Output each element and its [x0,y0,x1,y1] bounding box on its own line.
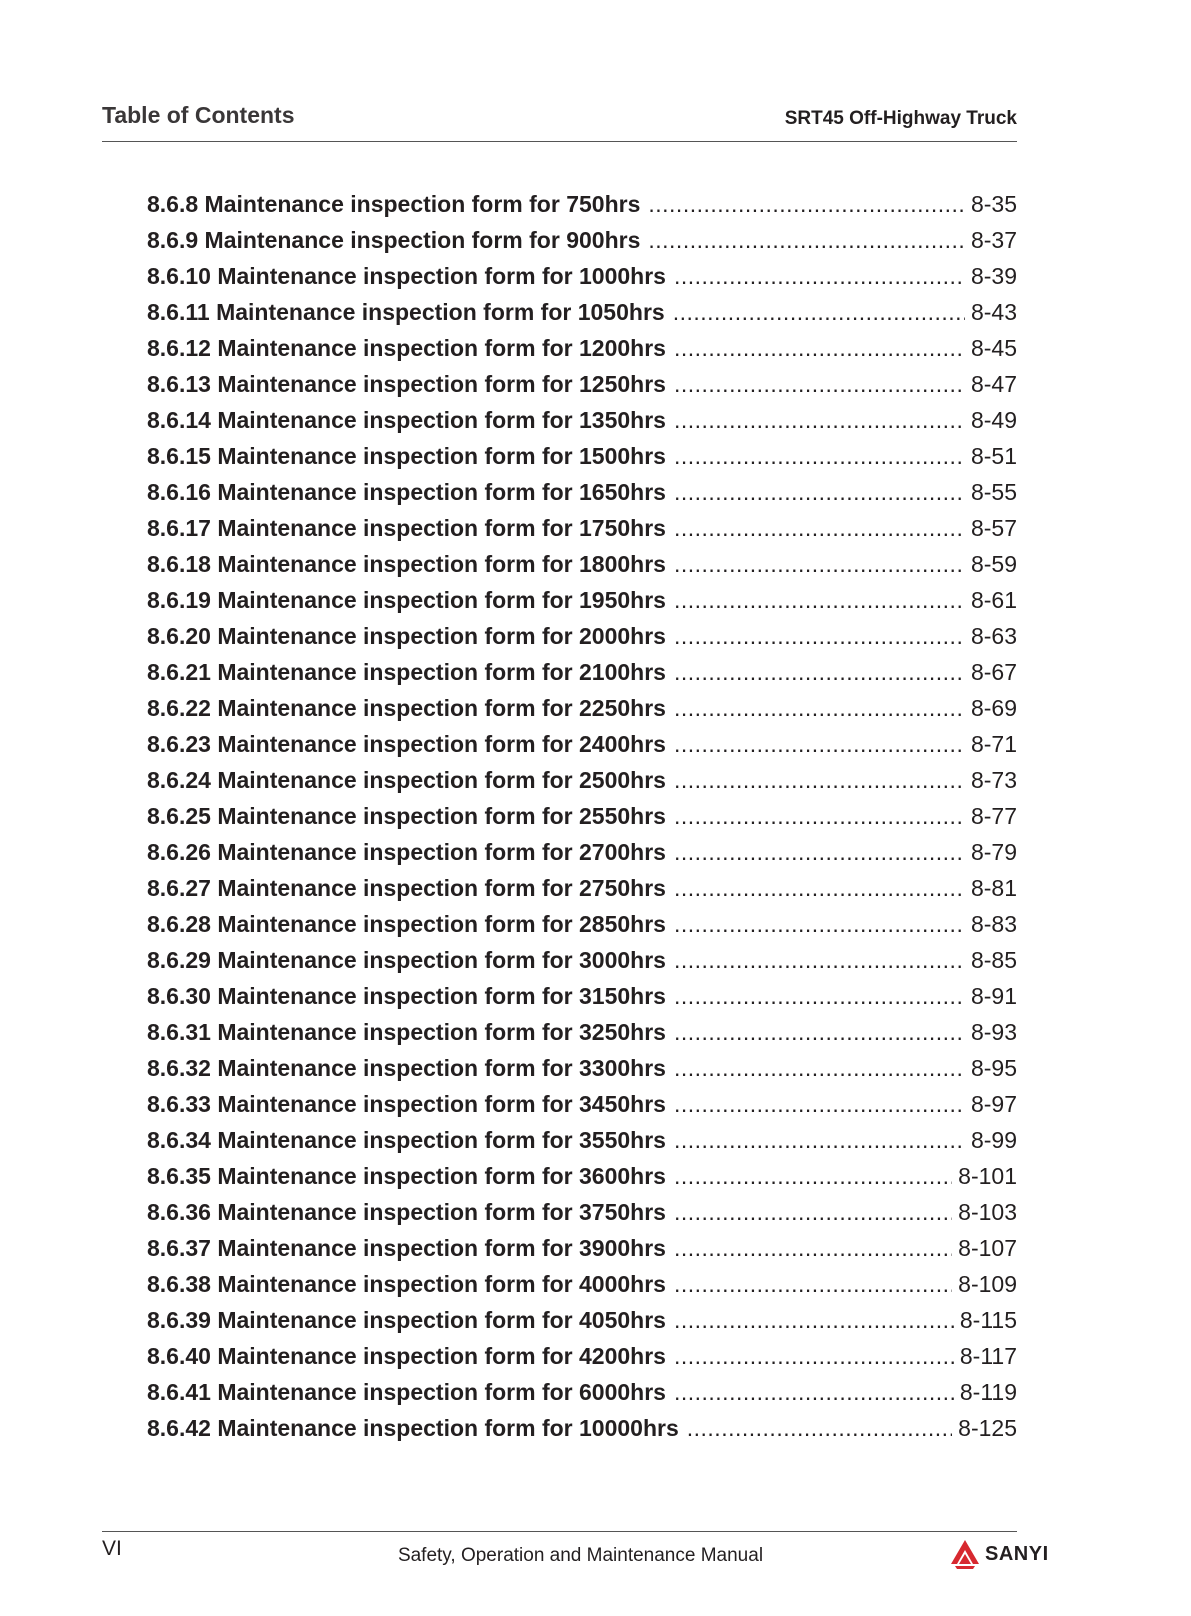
toc-leader-dots [648,222,965,258]
toc-leader-dots [674,582,965,618]
toc-leader-dots [674,618,965,654]
toc-leader-dots [674,366,965,402]
toc-entry-title: 8.6.27 Maintenance inspection form for 2750hrs [147,875,666,901]
page-title: Table of Contents [102,102,295,128]
toc-entry-title: 8.6.34 Maintenance inspection form for 3550hrs [147,1127,666,1153]
toc-entry[interactable] [147,1338,1017,1374]
toc-entry[interactable] [147,1302,1017,1338]
toc-entry-title: 8.6.35 Maintenance inspection form for 3600hrs [147,1163,666,1189]
toc-entry-page: 8-63 [970,623,1017,649]
toc-entry-page: 8-43 [970,299,1017,325]
toc-entry[interactable] [147,618,1017,654]
toc-entry-page: 8-57 [970,515,1017,541]
toc-entry-title: 8.6.24 Maintenance inspection form for 2500hrs [147,767,666,793]
toc-leader-dots [687,1410,952,1446]
toc-leader-dots [674,510,965,546]
toc-entry-title: 8.6.33 Maintenance inspection form for 3450hrs [147,1091,666,1117]
toc-entry-title: 8.6.31 Maintenance inspection form for 3250hrs [147,1019,666,1045]
toc-leader-dots [674,1338,954,1374]
toc-entry[interactable] [147,474,1017,510]
toc-leader-dots [674,330,965,366]
toc-entry-page: 8-93 [970,1019,1017,1045]
toc-leader-dots [673,294,965,330]
toc-entry[interactable] [147,294,1017,330]
toc-entry-page: 8-115 [959,1307,1017,1333]
toc-entry[interactable] [147,1050,1017,1086]
toc-entry[interactable] [147,1230,1017,1266]
header-divider [102,141,1017,142]
toc-entry-page: 8-35 [970,191,1017,217]
toc-entry-page: 8-55 [970,479,1017,505]
toc-entry-title: 8.6.8 Maintenance inspection form for 750hrs [147,191,641,217]
toc-entry[interactable] [147,258,1017,294]
toc-entry-title: 8.6.28 Maintenance inspection form for 2850hrs [147,911,666,937]
toc-entry[interactable] [147,546,1017,582]
toc-leader-dots [674,1014,965,1050]
toc-leader-dots [674,1230,952,1266]
toc-entry-title: 8.6.40 Maintenance inspection form for 4200hrs [147,1343,666,1369]
toc-entry-page: 8-61 [970,587,1017,613]
toc-entry-page: 8-97 [970,1091,1017,1117]
toc-leader-dots [674,1122,965,1158]
toc-entry[interactable] [147,1158,1017,1194]
toc-entry[interactable] [147,366,1017,402]
document-title: SRT45 Off-Highway Truck [784,108,1017,129]
toc-entry[interactable] [147,402,1017,438]
logo-text: SANYI [985,1542,1049,1565]
toc-entry-page: 8-109 [958,1271,1017,1297]
toc-leader-dots [674,834,965,870]
toc-entry-title: 8.6.39 Maintenance inspection form for 4050hrs [147,1307,666,1333]
toc-entry-page: 8-107 [958,1235,1017,1261]
toc-entry-title: 8.6.32 Maintenance inspection form for 3300hrs [147,1055,666,1081]
toc-leader-dots [648,186,965,222]
toc-entry-page: 8-101 [958,1163,1017,1189]
toc-entry[interactable] [147,330,1017,366]
toc-leader-dots [674,546,965,582]
toc-entry-page: 8-73 [970,767,1017,793]
toc-entry-title: 8.6.25 Maintenance inspection form for 2550hrs [147,803,666,829]
toc-entry-page: 8-37 [970,227,1017,253]
toc-leader-dots [674,942,965,978]
toc-leader-dots [674,906,965,942]
toc-leader-dots [674,1158,952,1194]
toc-entry[interactable] [147,1014,1017,1050]
toc-entry-title: 8.6.23 Maintenance inspection form for 2400hrs [147,731,666,757]
toc-entry-title: 8.6.22 Maintenance inspection form for 2250hrs [147,695,666,721]
toc-entry-title: 8.6.42 Maintenance inspection form for 10000hrs [147,1415,679,1441]
toc-entry[interactable] [147,1410,1017,1446]
toc-entry-page: 8-59 [970,551,1017,577]
toc-leader-dots [674,1302,954,1338]
toc-leader-dots [674,1194,952,1230]
toc-entry-title: 8.6.26 Maintenance inspection form for 2700hrs [147,839,666,865]
toc-entry-page: 8-39 [970,263,1017,289]
toc-entry[interactable] [147,798,1017,834]
toc-entry-page: 8-103 [958,1199,1017,1225]
toc-entry-title: 8.6.36 Maintenance inspection form for 3750hrs [147,1199,666,1225]
toc-entry-title: 8.6.20 Maintenance inspection form for 2000hrs [147,623,666,649]
toc-entry-page: 8-47 [970,371,1017,397]
toc-leader-dots [674,978,965,1014]
toc-entry-title: 8.6.37 Maintenance inspection form for 3900hrs [147,1235,666,1261]
toc-leader-dots [674,474,965,510]
toc-entry-title: 8.6.11 Maintenance inspection form for 1050hrs [147,299,665,325]
toc-leader-dots [674,726,965,762]
brand-logo [949,1537,1049,1571]
toc-entry[interactable] [147,1086,1017,1122]
toc-entry-title: 8.6.41 Maintenance inspection form for 6000hrs [147,1379,666,1405]
toc-entry[interactable] [147,834,1017,870]
toc-entry-page: 8-117 [959,1343,1017,1369]
toc-entry-title: 8.6.38 Maintenance inspection form for 4000hrs [147,1271,666,1297]
toc-entry-title: 8.6.29 Maintenance inspection form for 3000hrs [147,947,666,973]
toc-leader-dots [674,870,965,906]
toc-entry-page: 8-79 [970,839,1017,865]
toc-entry[interactable] [147,906,1017,942]
toc-entry-title: 8.6.14 Maintenance inspection form for 1350hrs [147,407,666,433]
toc-leader-dots [674,1086,965,1122]
toc-entry[interactable] [147,186,1017,222]
toc-entry[interactable] [147,222,1017,258]
toc-entry-page: 8-125 [958,1415,1017,1441]
toc-entry-page: 8-69 [970,695,1017,721]
toc-entry-page: 8-67 [970,659,1017,685]
footer-divider [102,1531,1017,1532]
toc-entry[interactable] [147,726,1017,762]
toc-entry[interactable] [147,1194,1017,1230]
toc-entry-title: 8.6.17 Maintenance inspection form for 1750hrs [147,515,666,541]
toc-entry[interactable] [147,582,1017,618]
toc-entry[interactable] [147,978,1017,1014]
toc-entry-page: 8-45 [970,335,1017,361]
toc-entry[interactable] [147,654,1017,690]
toc-leader-dots [674,1050,965,1086]
toc-leader-dots [674,1374,954,1410]
toc-leader-dots [674,654,965,690]
toc-entry-title: 8.6.19 Maintenance inspection form for 1950hrs [147,587,666,613]
toc-leader-dots [674,1266,952,1302]
page-number: VI [102,1537,122,1560]
toc-entry[interactable] [147,510,1017,546]
toc-entry-page: 8-119 [959,1379,1017,1405]
toc-entry-page: 8-51 [970,443,1017,469]
toc-entry[interactable] [147,942,1017,978]
toc-leader-dots [674,402,965,438]
toc-entry[interactable] [147,1266,1017,1302]
toc-entry[interactable] [147,438,1017,474]
toc-entry[interactable] [147,1374,1017,1410]
toc-entry-page: 8-71 [970,731,1017,757]
toc-entry-title: 8.6.18 Maintenance inspection form for 1800hrs [147,551,666,577]
toc-entry-page: 8-83 [970,911,1017,937]
toc-entry-title: 8.6.21 Maintenance inspection form for 2100hrs [147,659,666,685]
toc-entry-title: 8.6.9 Maintenance inspection form for 900hrs [147,227,641,253]
toc-entry-title: 8.6.30 Maintenance inspection form for 3150hrs [147,983,666,1009]
toc-entry-page: 8-81 [970,875,1017,901]
toc-entry-page: 8-85 [970,947,1017,973]
toc-entry-title: 8.6.16 Maintenance inspection form for 1650hrs [147,479,666,505]
toc-leader-dots [674,258,965,294]
manual-title: Safety, Operation and Maintenance Manual [397,1545,764,1566]
toc-entry-page: 8-99 [970,1127,1017,1153]
toc-entry-title: 8.6.15 Maintenance inspection form for 1500hrs [147,443,666,469]
toc-entry[interactable] [147,1122,1017,1158]
toc-leader-dots [674,690,965,726]
toc-entry[interactable] [147,870,1017,906]
toc-entry-page: 8-91 [970,983,1017,1009]
toc-entry-page: 8-77 [970,803,1017,829]
toc-entry-page: 8-95 [970,1055,1017,1081]
sany-logo-icon [949,1538,981,1570]
toc-entry[interactable] [147,690,1017,726]
toc-entry-title: 8.6.12 Maintenance inspection form for 1200hrs [147,335,666,361]
toc-entry-page: 8-49 [970,407,1017,433]
toc-leader-dots [674,438,965,474]
table-of-contents [147,186,1017,1446]
toc-entry[interactable] [147,762,1017,798]
toc-leader-dots [674,798,965,834]
toc-entry-title: 8.6.10 Maintenance inspection form for 1000hrs [147,263,666,289]
toc-leader-dots [674,762,965,798]
toc-entry-title: 8.6.13 Maintenance inspection form for 1250hrs [147,371,666,397]
